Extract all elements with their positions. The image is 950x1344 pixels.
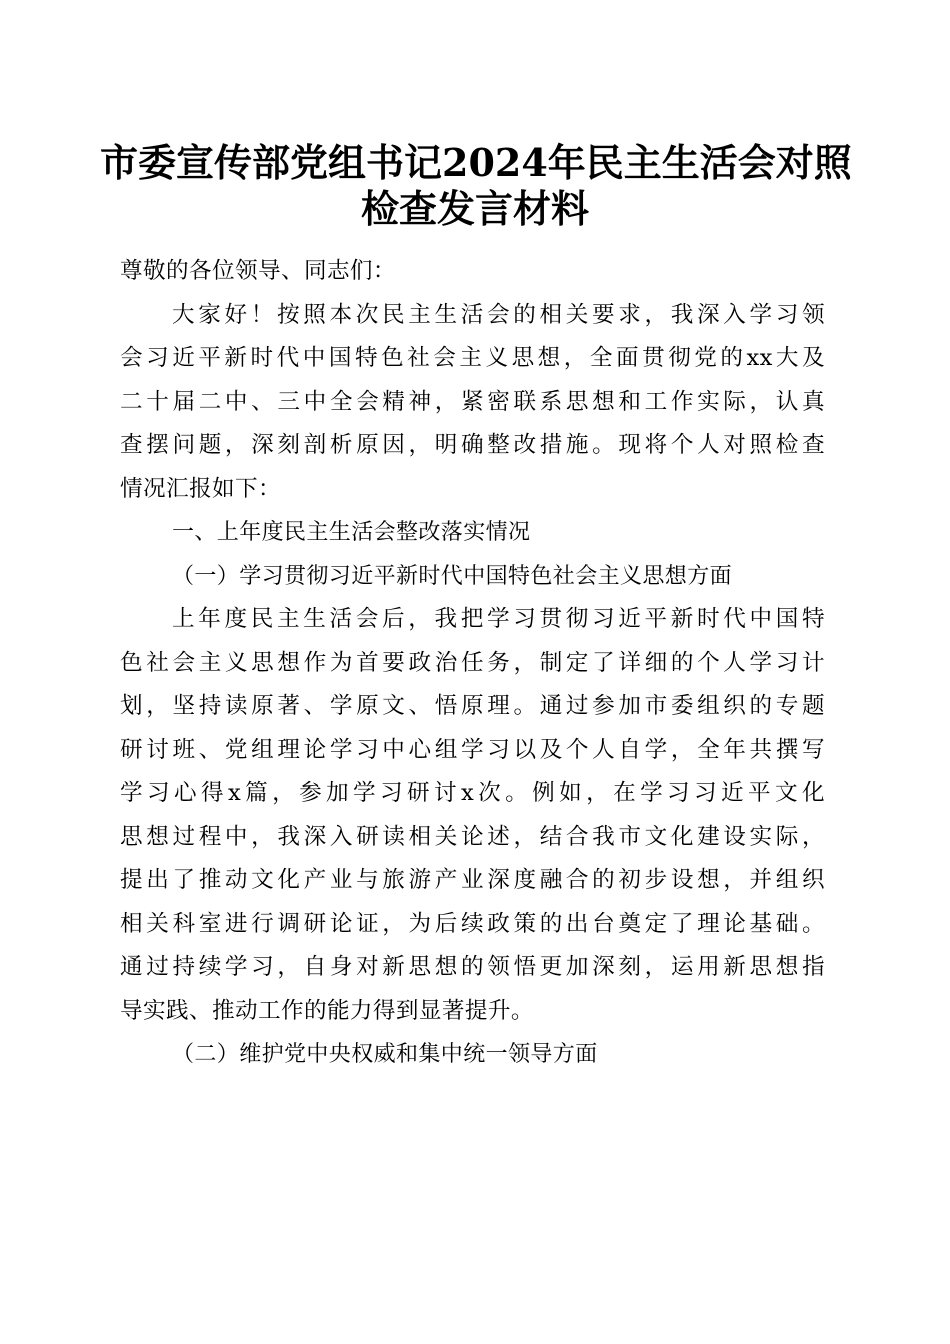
paragraph-line: 导实践、推动工作的能力得到显著提升。 <box>120 997 534 1024</box>
paragraph-line: 提出了推动文化产业与旅游产业深度融合的初步设想，并组织 <box>120 867 825 893</box>
paragraph-line: 色社会主义思想作为首要政治任务，制定了详细的个人学习计 <box>120 649 825 676</box>
document-title-line-1: 市委宣传部党组书记2024年民主生活会对照 <box>100 140 852 185</box>
intro-line: 情况汇报如下： <box>120 475 281 502</box>
salutation: 尊敬的各位领导、同志们： <box>120 258 396 284</box>
intro-line: 查摆问题，深刻剖析原因，明确整改措施。现将个人对照检查 <box>120 432 825 458</box>
paragraph-line: 相关科室进行调研论证，为后续政策的出台奠定了理论基础。 <box>120 910 825 937</box>
paragraph-line: 通过持续学习，自身对新思想的领悟更加深刻，运用新思想指 <box>120 954 825 980</box>
intro-line: 二十届二中、三中全会精神，紧密联系思想和工作实际，认真 <box>120 388 825 415</box>
subsection-heading: （二）维护党中央权威和集中统一领导方面 <box>172 1042 598 1067</box>
paragraph-line: 划，坚持读原著、学原文、悟原理。通过参加市委组织的专题 <box>120 693 825 719</box>
paragraph-line: 上年度民主生活会后，我把学习贯彻习近平新时代中国特 <box>172 606 825 632</box>
subsection-heading: （一）学习贯彻习近平新时代中国特色社会主义思想方面 <box>172 563 733 589</box>
document-title-line-2: 检查发言材料 <box>360 186 589 231</box>
paragraph-line: 思想过程中，我深入研读相关论述，结合我市文化建设实际， <box>120 823 825 850</box>
intro-line: 大家好！按照本次民主生活会的相关要求，我深入学习领 <box>172 301 825 328</box>
document-body <box>120 250 825 1077</box>
intro-line: 会习近平新时代中国特色社会主义思想，全面贯彻党的xx大及 <box>120 345 825 371</box>
section-heading: 一、上年度民主生活会整改落实情况 <box>172 520 531 545</box>
paragraph-line: 研讨班、党组理论学习中心组学习以及个人自学，全年共撰写 <box>120 736 825 763</box>
paragraph-line: 学习心得x篇，参加学习研讨x次。例如，在学习习近平文化 <box>120 780 825 806</box>
